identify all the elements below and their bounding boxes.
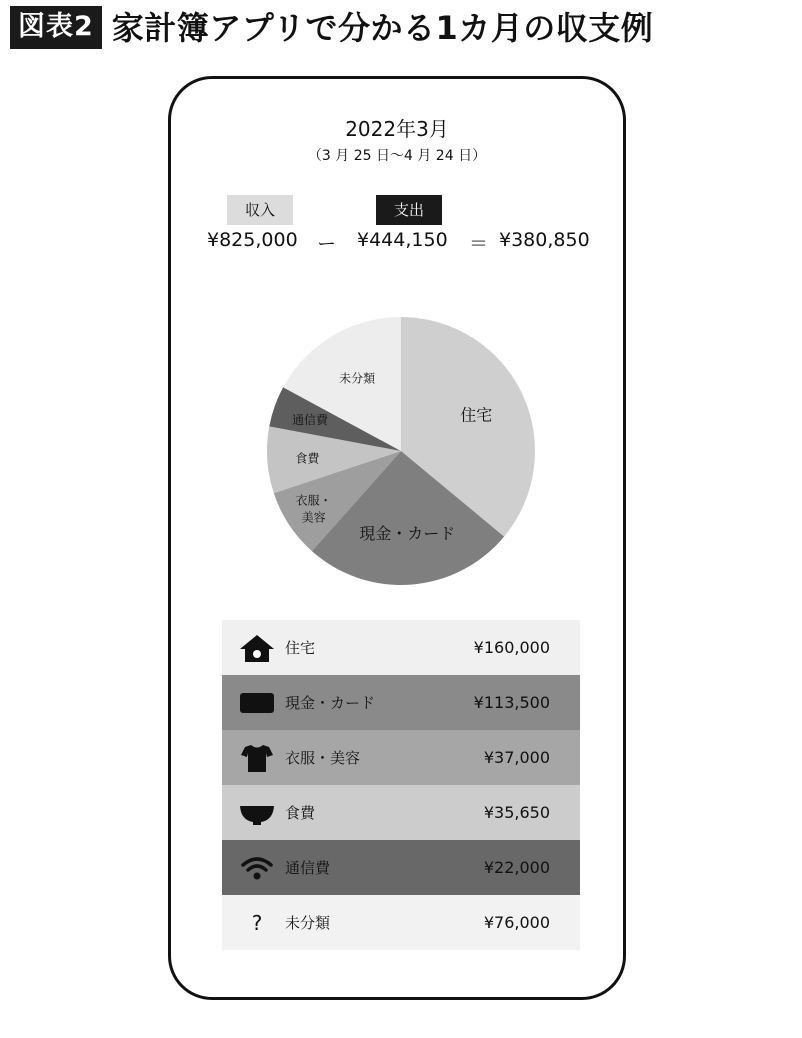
figure-title: 家計簿アプリで分かる1カ月の収支例 <box>111 8 654 47</box>
expense-pie-chart <box>261 311 541 591</box>
breakdown-amount: ¥22,000 <box>483 858 550 877</box>
breakdown-row-food[interactable] <box>222 785 580 840</box>
breakdown-label: 未分類 <box>285 914 331 932</box>
breakdown-amount: ¥113,500 <box>473 693 550 712</box>
period-range: （3 月 25 日〜4 月 24 日） <box>307 148 487 164</box>
breakdown-label: 食費 <box>285 804 316 822</box>
phone-frame <box>168 76 626 1000</box>
breakdown-row-cash-card[interactable] <box>222 675 580 730</box>
figure-label: 図表2 <box>10 6 102 49</box>
pie-slice-label: 通信費 <box>292 412 329 427</box>
income-tag: 収入 <box>227 195 293 225</box>
card-icon <box>239 688 275 718</box>
breakdown-amount: ¥35,650 <box>483 803 550 822</box>
pie-slice-label: 衣服・美容 <box>295 493 332 525</box>
breakdown-label: 現金・カード <box>285 694 376 712</box>
minus-sign: ー <box>317 233 337 255</box>
pie-slice-label: 現金・カード <box>359 523 456 543</box>
question-icon: ? <box>251 910 263 935</box>
pie-slice-label: 住宅 <box>460 405 493 425</box>
pie-slice-label: 食費 <box>295 451 320 466</box>
expense-amount: ¥444,150 <box>357 229 448 251</box>
breakdown-label: 衣服・美容 <box>285 749 361 767</box>
expense-breakdown-list <box>222 620 580 950</box>
bowl-icon <box>239 798 275 828</box>
expense-tag: 支出 <box>376 195 442 225</box>
net-amount: ¥380,850 <box>499 229 590 251</box>
breakdown-row-housing[interactable] <box>222 620 580 675</box>
breakdown-row-clothing-beauty[interactable] <box>222 730 580 785</box>
month-title: 2022年3月 <box>345 117 449 141</box>
pie-slice-label: 未分類 <box>339 371 376 386</box>
house-icon <box>239 633 275 663</box>
tshirt-icon <box>239 743 275 773</box>
breakdown-label: 住宅 <box>285 639 316 657</box>
breakdown-label: 通信費 <box>285 859 331 877</box>
wifi-icon <box>239 853 275 883</box>
equals-sign: ＝ <box>469 233 489 255</box>
income-amount: ¥825,000 <box>207 229 298 251</box>
breakdown-amount: ¥76,000 <box>483 913 550 932</box>
breakdown-row-uncategorized[interactable] <box>222 895 580 950</box>
figure-header <box>10 6 653 49</box>
breakdown-row-telecom[interactable] <box>222 840 580 895</box>
breakdown-amount: ¥37,000 <box>483 748 550 767</box>
breakdown-amount: ¥160,000 <box>473 638 550 657</box>
